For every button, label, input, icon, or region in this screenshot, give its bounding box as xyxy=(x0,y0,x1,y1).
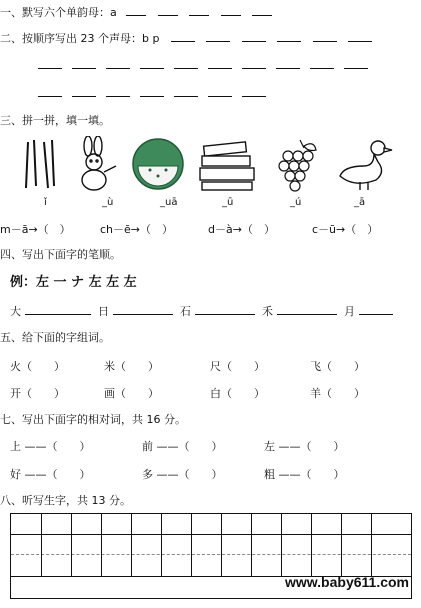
answer-blank[interactable] xyxy=(38,58,62,69)
word-group-item: 羊（ ） xyxy=(310,387,365,400)
answer-blank[interactable] xyxy=(359,304,393,315)
answer-blank[interactable] xyxy=(277,304,337,315)
pinyin-hint: _uā xyxy=(160,197,178,208)
pinyin-exercise: ch－ē→（ ） xyxy=(100,223,174,236)
question-5-title: 五、给下面的字组词。 xyxy=(0,331,110,344)
grapes-icon xyxy=(270,136,320,192)
antonym-item: 左 ——（ ） xyxy=(264,440,345,453)
grid-cell xyxy=(191,514,192,576)
pencils-icon xyxy=(20,136,60,192)
answer-blank[interactable] xyxy=(25,304,91,315)
grid-cell xyxy=(41,514,42,576)
answer-blank[interactable] xyxy=(195,304,255,315)
answer-blank[interactable] xyxy=(106,58,130,69)
question-7-title: 七、写出下面字的相对词，共 16 分。 xyxy=(0,413,186,426)
answer-blank[interactable] xyxy=(174,58,198,69)
answer-blank[interactable] xyxy=(174,86,198,97)
answer-blank[interactable] xyxy=(38,86,62,97)
answer-blank[interactable] xyxy=(158,5,178,16)
grid-cell xyxy=(161,514,162,576)
word-group-item: 飞（ ） xyxy=(310,360,365,373)
word-group-item: 米（ ） xyxy=(104,360,159,373)
pinyin-exercise: m－ā→（ ） xyxy=(0,223,71,236)
answer-blank[interactable] xyxy=(113,304,173,315)
answer-blank[interactable] xyxy=(140,58,164,69)
antonym-item: 上 ——（ ） xyxy=(10,440,91,453)
stroke-char: 大 xyxy=(10,305,21,318)
word-group-item: 白（ ） xyxy=(210,387,265,400)
answer-blank[interactable] xyxy=(189,5,209,16)
answer-blank[interactable] xyxy=(206,31,230,42)
antonym-item: 好 ——（ ） xyxy=(10,468,91,481)
answer-blank[interactable] xyxy=(348,31,372,42)
q2-blanks-row-2 xyxy=(38,58,378,72)
antonym-item: 多 ——（ ） xyxy=(142,468,223,481)
grid-cell xyxy=(311,514,312,576)
grid-cell xyxy=(341,514,342,576)
word-group-item: 火（ ） xyxy=(10,360,65,373)
picture-row xyxy=(16,136,406,192)
word-group-item: 画（ ） xyxy=(104,387,159,400)
grid-cell xyxy=(131,514,132,576)
answer-blank[interactable] xyxy=(208,86,232,97)
answer-blank[interactable] xyxy=(171,31,195,42)
answer-blank[interactable] xyxy=(106,86,130,97)
books-icon xyxy=(198,136,260,192)
question-1-text: 一、默写六个单韵母：a xyxy=(0,6,117,19)
rabbit-icon xyxy=(70,136,122,192)
answer-blank[interactable] xyxy=(72,58,96,69)
answer-blank[interactable] xyxy=(252,5,272,16)
stroke-char: 禾 xyxy=(262,305,273,318)
answer-blank[interactable] xyxy=(126,5,146,16)
stroke-char: 日 xyxy=(98,305,109,318)
grid-cell xyxy=(101,514,102,576)
pinyin-hint: ǐ xyxy=(44,197,47,208)
answer-blank[interactable] xyxy=(313,31,337,42)
question-4-title: 四、写出下面字的笔顺。 xyxy=(0,248,121,261)
answer-blank[interactable] xyxy=(242,31,266,42)
q2-blanks-row-3 xyxy=(38,86,276,100)
watermelon-icon xyxy=(130,136,186,192)
stroke-order-example: 例：左 一 ナ 左 左 左 xyxy=(10,275,137,290)
grid-cell xyxy=(281,514,282,576)
answer-blank[interactable] xyxy=(208,58,232,69)
question-8-title: 八、听写生字，共 13 分。 xyxy=(0,494,131,507)
pinyin-exercise: d－à→（ ） xyxy=(208,223,275,236)
pinyin-hint: _ā xyxy=(354,197,366,208)
grid-cell xyxy=(71,514,72,576)
pinyin-exercise: c－ū→（ ） xyxy=(312,223,379,236)
answer-blank[interactable] xyxy=(277,31,301,42)
answer-blank[interactable] xyxy=(140,86,164,97)
question-3-title: 三、拼一拼，填一填。 xyxy=(0,114,110,127)
answer-blank[interactable] xyxy=(242,86,266,97)
question-1 xyxy=(0,4,272,20)
pinyin-hint: _ú xyxy=(290,197,302,208)
footer-url[interactable]: www.baby611.com xyxy=(285,574,409,590)
pinyin-hint: _ù xyxy=(102,197,114,208)
word-group-item: 尺（ ） xyxy=(210,360,265,373)
stroke-char: 月 xyxy=(344,305,355,318)
grid-cell xyxy=(251,514,252,576)
question-2 xyxy=(0,30,372,46)
answer-blank[interactable] xyxy=(72,86,96,97)
pinyin-hint: _ū xyxy=(222,197,234,208)
antonym-item: 粗 ——（ ） xyxy=(264,468,345,481)
duck-icon xyxy=(334,136,394,192)
answer-blank[interactable] xyxy=(242,58,266,69)
stroke-char: 石 xyxy=(180,305,191,318)
answer-blank[interactable] xyxy=(276,58,300,69)
antonym-item: 前 ——（ ） xyxy=(142,440,223,453)
grid-cell xyxy=(371,514,372,576)
answer-blank[interactable] xyxy=(221,5,241,16)
answer-blank[interactable] xyxy=(310,58,334,69)
question-2-text: 二、按顺序写出 23 个声母：b p xyxy=(0,32,160,45)
stroke-order-row xyxy=(10,303,393,319)
grid-cell xyxy=(221,514,222,576)
answer-blank[interactable] xyxy=(344,58,368,69)
word-group-item: 开（ ） xyxy=(10,387,65,400)
